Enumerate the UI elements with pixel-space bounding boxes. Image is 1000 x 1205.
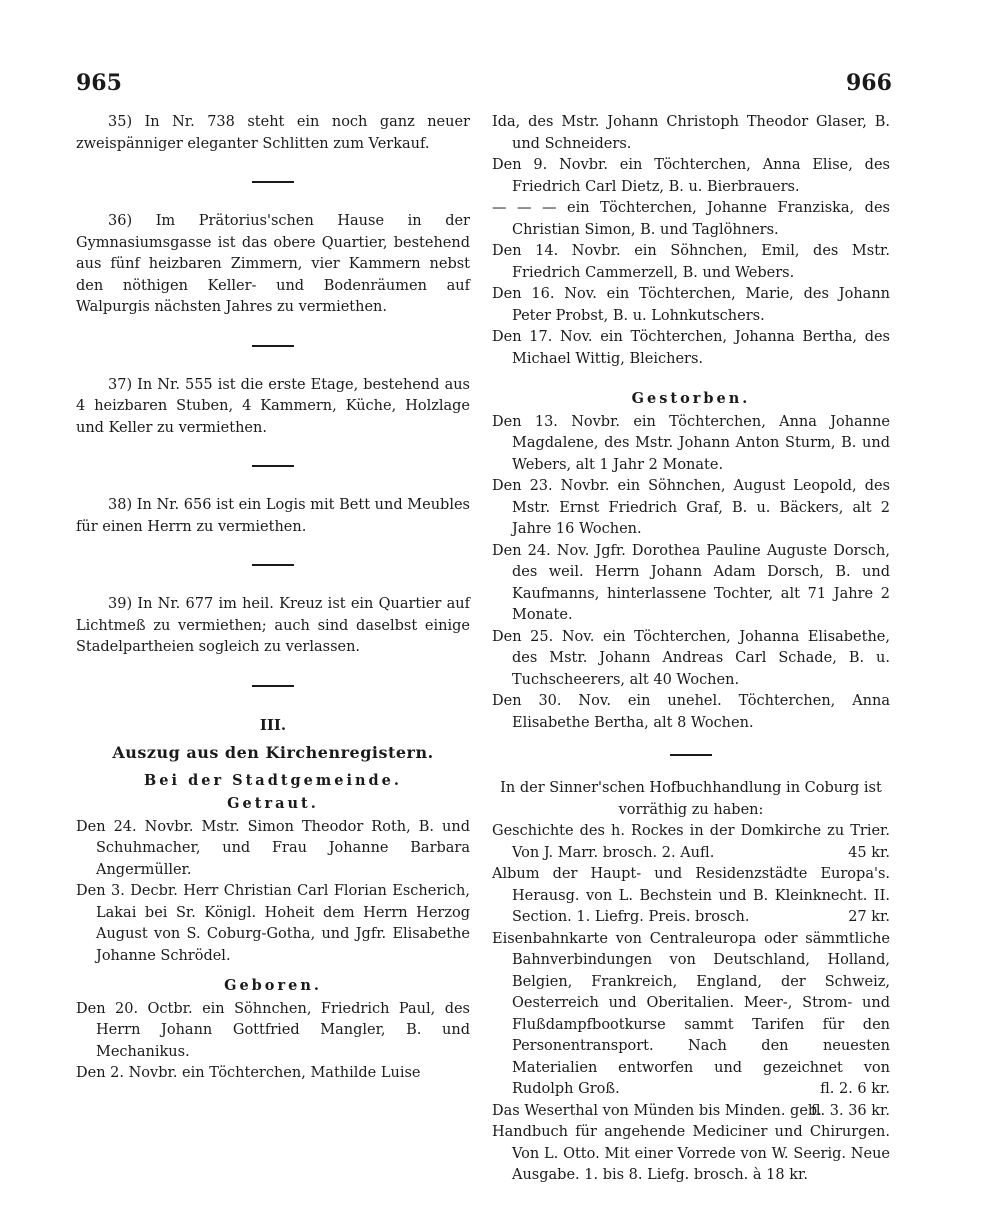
death-entry: Den 13. Novbr. ein Töchterchen, Anna Johanne Magdalene, des Mstr. Johann Anton Sturm, B. und Webers, alt 1 Jahr 2 Monate.	[492, 413, 890, 473]
separator	[252, 465, 294, 467]
separator	[252, 181, 294, 183]
birth-entry-continued: Ida, des Mstr. Johann Christoph Theodor Glaser, B. und Schneiders.	[492, 114, 890, 152]
book-listing: Eisenbahnkarte von Centraleuropa oder sämmtliche Bahnverbindungen von Deutschland, Holland, Belgien, Frankreich, England, der Schweiz, Oesterreich und Oberitalien. Meer-, Strom- und Flußdampfbootkurse sammt Tarifen für den Personentransport. Nach den neuesten Materialien entworfen und gezeichnet von Rudolph Groß. fl. 2. 6 kr.	[492, 930, 890, 1097]
death-entry: Den 25. Nov. ein Töchterchen, Johanna Elisabethe, des Mstr. Johann Andreas Carl Schade, B. u. Tuchscheerers, alt 40 Wochen.	[492, 628, 890, 688]
section-title: Auszug aus den Kirchenregistern.	[112, 743, 434, 762]
ad-38: 38) In Nr. 656 ist ein Logis mit Bett und Meubles für einen Herrn zu vermiethen.	[76, 497, 470, 535]
birth-entry: — — — ein Töchterchen, Johanne Franziska, des Christian Simon, B. und Taglöhners.	[492, 200, 890, 238]
separator	[252, 564, 294, 566]
died-heading: Gestorben.	[631, 390, 751, 407]
section-number: III.	[259, 715, 287, 734]
separator	[252, 685, 294, 687]
book-listing: Album der Haupt- und Residenzstädte Europa's. Herausg. von L. Bechstein und B. Kleinknecht. II. Section. 1. Liefrg. Preis. brosch. 27 kr.	[492, 866, 890, 925]
born-heading: Geboren.	[224, 977, 322, 994]
book-listing: Das Weserthal von Münden bis Minden. geb. fl. 3. 36 kr.	[492, 1102, 890, 1119]
ad-39: 39) In Nr. 677 im heil. Kreuz ist ein Quartier auf Lichtmeß zu vermiethen; auch sind daselbst einige Stadelpartheien sogleich zu verlassen.	[76, 596, 470, 655]
ad-37: 37) In Nr. 555 ist die erste Etage, bestehend aus 4 heizbaren Stuben, 4 Kammern, Küche, Holzlage und Keller zu vermiethen.	[76, 376, 470, 436]
married-heading: Getraut.	[227, 795, 319, 812]
separator	[670, 754, 712, 756]
birth-entry: Den 14. Novbr. ein Söhnchen, Emil, des Mstr. Friedrich Cammerzell, B. und Webers.	[492, 243, 890, 281]
death-entry: Den 30. Nov. ein unehel. Töchterchen, Anna Elisabethe Bertha, alt 8 Wochen.	[492, 693, 890, 731]
bookshop-heading: In der Sinner'schen Hofbuchhandlung in Coburg ist vorräthig zu haben:	[500, 780, 882, 818]
right-column	[492, 112, 890, 1187]
birth-entry: Den 2. Novbr. ein Töchterchen, Mathilde Luise	[76, 1065, 421, 1081]
death-entry: Den 23. Novbr. ein Söhnchen, August Leopold, des Mstr. Ernst Friedrich Graf, B. u. Bäckers, alt 2 Jahre 16 Wochen.	[492, 478, 890, 537]
birth-entry: Den 16. Nov. ein Töchterchen, Marie, des Johann Peter Probst, B. u. Lohnkutschers.	[492, 286, 890, 324]
birth-entry: Den 17. Nov. ein Töchterchen, Johanna Bertha, des Michael Wittig, Bleichers.	[492, 329, 890, 367]
ad-35: 35) In Nr. 738 steht ein noch ganz neuer zweispänniger eleganter Schlitten zum Verkauf.	[76, 114, 470, 152]
page-number-left: 965	[76, 70, 122, 96]
book-listing: Handbuch für angehende Mediciner und Chirurgen. Von L. Otto. Mit einer Vorrede von W. Seerig. Neue Ausgabe. 1. bis 8. Liefg. brosch. à 18 kr.	[492, 1124, 890, 1183]
birth-entry: Den 9. Novbr. ein Töchterchen, Anna Elise, des Friedrich Carl Dietz, B. u. Bierbrauers.	[492, 157, 890, 195]
page-number-right: 966	[846, 70, 892, 96]
parish-heading: Bei der Stadtgemeinde.	[144, 771, 402, 789]
birth-entry: Den 20. Octbr. ein Söhnchen, Friedrich Paul, des Herrn Johann Gottfried Mangler, B. und Mechanikus.	[76, 1000, 470, 1060]
death-entry: Den 24. Nov. Jgfr. Dorothea Pauline Auguste Dorsch, des weil. Herrn Johann Adam Dorsch, B. und Kaufmanns, hinterlassene Tochter, alt 71 Jahre 2 Monate.	[492, 542, 890, 623]
marriage-entry: Den 24. Novbr. Mstr. Simon Theodor Roth, B. und Schuhmacher, und Frau Johanne Barbara Angermüller.	[76, 818, 470, 878]
separator	[252, 345, 294, 347]
left-column	[76, 112, 470, 1085]
ad-36: 36) Im Prätorius'schen Hause in der Gymnasiumsgasse ist das obere Quartier, bestehend aus fünf heizbaren Zimmern, vier Kammern nebst den nöthigen Keller- und Bodenräumen auf Walpurgis nächsten Jahres zu vermiethen.	[76, 213, 470, 315]
book-listing: Geschichte des h. Rockes in der Domkirche zu Trier. Von J. Marr. brosch. 2. Aufl. 45 kr.	[492, 823, 890, 861]
marriage-entry: Den 3. Decbr. Herr Christian Carl Florian Escherich, Lakai bei Sr. Königl. Hoheit dem Herrn Herzog August von S. Coburg-Gotha, und Jgfr. Elisabethe Johanne Schrödel.	[76, 883, 470, 964]
